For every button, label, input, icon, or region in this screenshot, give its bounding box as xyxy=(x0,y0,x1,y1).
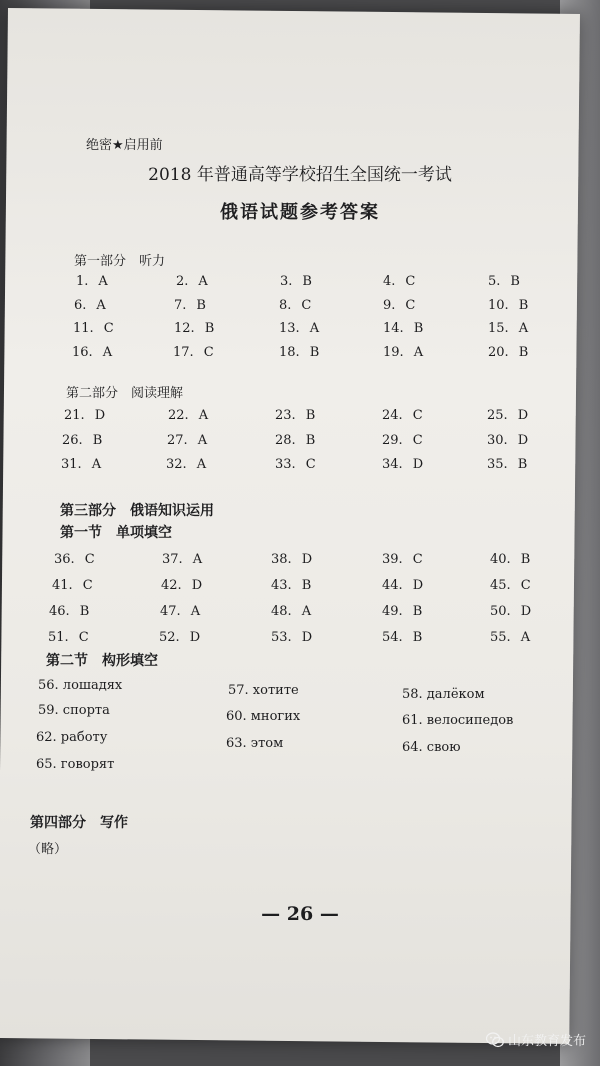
part1-answer-item xyxy=(174,321,214,336)
question-number: 13. xyxy=(279,321,300,336)
part3-s1-answer-item xyxy=(382,604,422,619)
answer-letter: B xyxy=(413,321,424,336)
wechat-icon xyxy=(486,1032,504,1048)
question-number: 44. xyxy=(382,578,403,593)
answer-letter: B xyxy=(196,298,206,313)
question-number: 45. xyxy=(490,578,511,593)
question-number: 2. xyxy=(176,274,189,289)
answer-letter: C xyxy=(412,433,423,448)
question-number: 21. xyxy=(64,408,85,423)
question-number: 46. xyxy=(49,604,70,619)
question-number: 55. xyxy=(490,630,511,645)
part2-answer-item xyxy=(62,433,102,448)
part1-heading: 第一部分 听力 xyxy=(74,254,166,269)
page-number: — 26 — xyxy=(261,903,339,925)
part2-answer-item xyxy=(166,457,206,472)
question-number: 34. xyxy=(382,457,403,472)
answer-letter: A xyxy=(198,408,209,423)
question-number: 12. xyxy=(174,321,195,336)
answer-letter: B xyxy=(412,630,423,645)
answer-letter: B xyxy=(518,345,529,360)
answer-letter: C xyxy=(520,578,531,593)
part2-answer-item xyxy=(487,408,528,423)
question-number: 28. xyxy=(275,433,296,448)
part1-answer-item xyxy=(279,345,319,360)
question-number: 5. xyxy=(488,274,501,289)
answer-key-title: 俄语试题参考答案 xyxy=(220,202,380,223)
part3-s1-answer-item xyxy=(48,630,89,645)
part3-s1-answer-item xyxy=(161,578,202,593)
part3-s1-answer-item xyxy=(490,552,530,567)
answer-letter: B xyxy=(302,274,312,289)
part1-answer-item xyxy=(383,321,423,336)
part3-s2-answer: 62. работу xyxy=(36,730,108,745)
answer-letter: D xyxy=(517,433,529,448)
part3-s1-answer-item xyxy=(490,578,531,593)
part3-s1-answer-item xyxy=(49,604,89,619)
answer-letter: D xyxy=(412,578,424,593)
part3-s1-answer-item xyxy=(159,630,200,645)
part3-s1-answer-item xyxy=(271,604,311,619)
question-number: 10. xyxy=(488,298,509,313)
question-number: 48. xyxy=(271,604,292,619)
question-number: 16. xyxy=(72,345,93,360)
question-number: 24. xyxy=(382,408,403,423)
part1-answer-item xyxy=(488,345,528,360)
part3-s1-answer-item xyxy=(162,552,202,567)
part3-s2-answer: 56. лошадях xyxy=(38,678,123,693)
question-number: 39. xyxy=(382,552,403,567)
answer-letter: A xyxy=(197,433,208,448)
answer-letter: C xyxy=(78,630,89,645)
question-number: 26. xyxy=(62,433,83,448)
answer-letter: D xyxy=(94,408,106,423)
answer-letter: A xyxy=(196,457,207,472)
part3-s2-answer: 57. хотите xyxy=(228,683,299,698)
part3-s1-answer-item xyxy=(160,604,200,619)
confidential-label: 绝密★启用前 xyxy=(86,138,163,153)
part3-s2-answer: 60. многих xyxy=(226,709,301,724)
part2-answer-item xyxy=(167,433,207,448)
question-number: 19. xyxy=(383,345,404,360)
question-number: 42. xyxy=(161,578,182,593)
answer-letter: C xyxy=(84,552,95,567)
answer-letter: B xyxy=(204,321,215,336)
question-number: 30. xyxy=(487,433,508,448)
answer-letter: A xyxy=(102,345,113,360)
answer-letter: C xyxy=(301,298,312,313)
answer-letter: A xyxy=(192,552,203,567)
part3-s1-answer-item xyxy=(271,630,312,645)
question-number: 52. xyxy=(159,630,180,645)
part3-s2-answer: 58. далёком xyxy=(402,687,485,702)
question-number: 6. xyxy=(74,298,87,313)
part3-section1-heading: 第一节 单项填空 xyxy=(60,525,172,541)
question-number: 22. xyxy=(168,408,189,423)
question-number: 40. xyxy=(490,552,511,567)
part3-s1-answer-item xyxy=(271,578,311,593)
part2-answer-item xyxy=(275,433,315,448)
question-number: 23. xyxy=(275,408,296,423)
answer-letter: A xyxy=(98,274,108,289)
part1-answer-item xyxy=(74,298,106,313)
part1-answer-item xyxy=(280,274,312,289)
question-number: 25. xyxy=(487,408,508,423)
part4-note: （略） xyxy=(28,842,68,857)
answer-letter: B xyxy=(510,274,520,289)
question-number: 20. xyxy=(488,345,509,360)
part2-answer-item xyxy=(487,457,527,472)
question-number: 17. xyxy=(173,345,194,360)
part3-s1-answer-item xyxy=(382,552,423,567)
answer-letter: A xyxy=(309,321,320,336)
answer-letter: C xyxy=(82,578,93,593)
answer-letter: A xyxy=(198,274,208,289)
part2-answer-item xyxy=(382,457,423,472)
answer-letter: A xyxy=(518,321,529,336)
question-number: 9. xyxy=(383,298,396,313)
question-number: 38. xyxy=(271,552,292,567)
question-number: 3. xyxy=(280,274,293,289)
answer-letter: D xyxy=(191,578,203,593)
answer-letter: A xyxy=(413,345,424,360)
answer-letter: C xyxy=(103,321,114,336)
exam-title: 2018 年普通高等学校招生全国统一考试 xyxy=(148,165,452,185)
part3-s1-answer-item xyxy=(490,604,531,619)
part4-heading: 第四部分 写作 xyxy=(30,815,128,831)
answer-letter: A xyxy=(91,457,102,472)
part3-section2-heading: 第二节 构形填空 xyxy=(46,653,158,669)
answer-letter: A xyxy=(96,298,106,313)
part3-s1-answer-item xyxy=(490,630,530,645)
answer-letter: B xyxy=(517,457,528,472)
part1-answer-item xyxy=(383,345,423,360)
part2-heading: 第二部分 阅读理解 xyxy=(66,386,184,401)
answer-letter: D xyxy=(520,604,532,619)
question-number: 36. xyxy=(54,552,75,567)
part2-answer-item xyxy=(64,408,105,423)
question-number: 15. xyxy=(488,321,509,336)
part1-answer-item xyxy=(383,298,415,313)
question-number: 43. xyxy=(271,578,292,593)
part2-answer-item xyxy=(487,433,528,448)
part3-s1-answer-item xyxy=(52,578,93,593)
question-number: 11. xyxy=(73,321,94,336)
question-number: 32. xyxy=(166,457,187,472)
answer-letter: D xyxy=(301,630,313,645)
part1-answer-item xyxy=(174,298,206,313)
answer-letter: A xyxy=(301,604,312,619)
watermark-text: 山东教育发布 xyxy=(507,1034,586,1049)
answer-letter: D xyxy=(301,552,313,567)
question-number: 1. xyxy=(76,274,89,289)
question-number: 50. xyxy=(490,604,511,619)
answer-letter: C xyxy=(412,408,423,423)
answer-letter: C xyxy=(405,298,416,313)
answer-letter: D xyxy=(517,408,529,423)
part1-answer-item xyxy=(488,321,528,336)
part3-s1-answer-item xyxy=(54,552,95,567)
answer-letter: B xyxy=(92,433,103,448)
answer-letter: C xyxy=(203,345,214,360)
question-number: 29. xyxy=(382,433,403,448)
answer-letter: C xyxy=(405,274,416,289)
part2-answer-item xyxy=(382,408,423,423)
part2-answer-item xyxy=(275,457,316,472)
part1-answer-item xyxy=(279,321,319,336)
answer-letter: A xyxy=(190,604,201,619)
part1-answer-item xyxy=(488,274,520,289)
part2-answer-item xyxy=(275,408,315,423)
part3-s2-answer: 61. велосипедов xyxy=(402,713,514,728)
answer-letter: B xyxy=(309,345,320,360)
question-number: 37. xyxy=(162,552,183,567)
answer-letter: B xyxy=(305,408,316,423)
question-number: 51. xyxy=(48,630,69,645)
answer-letter: B xyxy=(412,604,423,619)
answer-letter: B xyxy=(518,298,529,313)
part3-heading: 第三部分 俄语知识运用 xyxy=(60,503,214,519)
part3-s2-answer: 65. говорят xyxy=(36,757,115,772)
question-number: 41. xyxy=(52,578,73,593)
part3-s2-answer: 59. спорта xyxy=(38,703,110,718)
part1-answer-item xyxy=(383,274,415,289)
part3-s1-answer-item xyxy=(382,578,423,593)
answer-letter: B xyxy=(520,552,531,567)
part2-answer-item xyxy=(168,408,208,423)
part3-s1-answer-item xyxy=(382,630,422,645)
answer-letter: D xyxy=(412,457,424,472)
question-number: 4. xyxy=(383,274,396,289)
question-number: 35. xyxy=(487,457,508,472)
part1-answer-item xyxy=(73,321,114,336)
answer-letter: B xyxy=(305,433,316,448)
answer-letter: D xyxy=(189,630,201,645)
part1-answer-item xyxy=(488,298,528,313)
question-number: 31. xyxy=(61,457,82,472)
part3-s1-answer-item xyxy=(271,552,312,567)
question-number: 47. xyxy=(160,604,181,619)
part1-answer-item xyxy=(279,298,311,313)
question-number: 53. xyxy=(271,630,292,645)
answer-letter: C xyxy=(305,457,316,472)
question-number: 8. xyxy=(279,298,292,313)
part2-answer-item xyxy=(61,457,101,472)
part1-answer-item xyxy=(176,274,208,289)
answer-letter: B xyxy=(79,604,90,619)
answer-letter: A xyxy=(520,630,531,645)
part3-s2-answer: 63. этом xyxy=(226,736,284,751)
watermark xyxy=(486,1030,586,1049)
part2-answer-item xyxy=(382,433,423,448)
part3-s2-answer: 64. свою xyxy=(402,740,461,755)
answer-letter: C xyxy=(412,552,423,567)
question-number: 18. xyxy=(279,345,300,360)
question-number: 7. xyxy=(174,298,187,313)
question-number: 49. xyxy=(382,604,403,619)
answer-letter: B xyxy=(301,578,312,593)
question-number: 54. xyxy=(382,630,403,645)
question-number: 27. xyxy=(167,433,188,448)
question-number: 33. xyxy=(275,457,296,472)
part1-answer-item xyxy=(76,274,108,289)
part1-answer-item xyxy=(72,345,112,360)
part1-answer-item xyxy=(173,345,214,360)
question-number: 14. xyxy=(383,321,404,336)
